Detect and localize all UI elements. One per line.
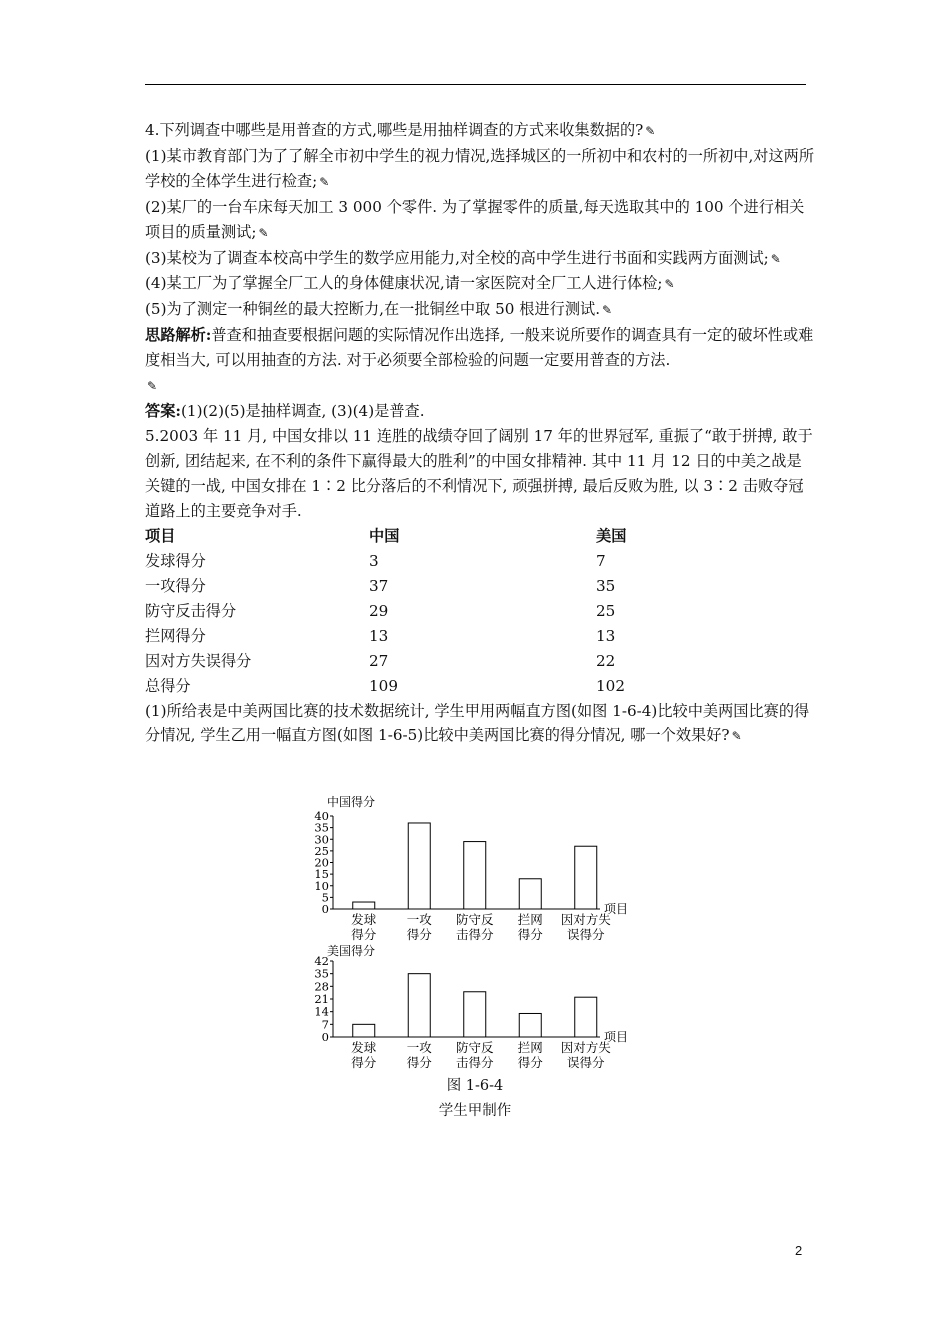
table-row — [145, 549, 696, 574]
bar — [519, 1013, 541, 1037]
table-cell: 发球得分 — [145, 551, 206, 570]
table-header-row — [145, 524, 696, 549]
table-cell: 37 — [369, 576, 389, 595]
category-label: 发球 — [351, 1040, 377, 1055]
pen-icon: ✎ — [602, 303, 613, 318]
category-label: 发球 — [351, 912, 377, 927]
x-axis-label: 项目 — [604, 1030, 629, 1044]
table-cell: 一攻得分 — [145, 576, 206, 595]
figure-caption: 学生甲制作 — [438, 1103, 512, 1119]
bar — [408, 823, 430, 909]
q4-item-3: (3)某校为了调查本校高中学生的数学应用能力,对全校的高中学生进行书面和实践两方面测试; ✎ — [145, 246, 815, 272]
y-tick-label: 30 — [314, 832, 329, 847]
y-tick-label: 0 — [321, 902, 329, 916]
category-label: 拦网 — [517, 912, 543, 927]
bar — [464, 992, 486, 1037]
category-label: 防守反 — [455, 912, 494, 927]
category-label: 得分 — [406, 927, 432, 942]
bar — [575, 997, 597, 1037]
table-row — [145, 649, 696, 674]
bar — [353, 902, 375, 909]
table-cell: 因对方失误得分 — [145, 651, 252, 670]
pen-icon: ✎ — [664, 277, 675, 292]
q5-sub1: (1)所给表是中美两国比赛的技术数据统计, 学生甲用两幅直方图(如图 1-6-4)比较中美两国比赛的得分情况, 学生乙用一幅直方图(如图 1-6-5)比较中美两国比赛的得分情况, 哪一个效果好? ✎ — [145, 699, 815, 750]
table-cell: 22 — [596, 651, 616, 670]
header-rule — [145, 84, 806, 85]
category-label: 得分 — [517, 1055, 543, 1070]
pen-icon: ✎ — [258, 225, 269, 240]
y-tick-label: 7 — [321, 1017, 329, 1032]
page-content — [145, 118, 815, 749]
y-tick-label: 0 — [321, 1030, 329, 1044]
q4-title: 4.下列调查中哪些是用普查的方式,哪些是用抽样调查的方式来收集数据的? ✎ — [145, 118, 815, 144]
y-tick-label: 5 — [321, 890, 329, 905]
table-header: 美国 — [596, 526, 627, 545]
q4-item-5: (5)为了测定一种铜丝的最大控断力,在一批铜丝中取 50 根进行测试. ✎ — [145, 297, 815, 323]
table-cell: 35 — [596, 576, 616, 595]
figure-number: 图 1-6-4 — [446, 1078, 504, 1094]
y-tick-label: 21 — [314, 992, 329, 1006]
analysis-label: 思路解析: — [145, 326, 212, 345]
y-tick-label: 25 — [314, 843, 329, 858]
table-cell: 3 — [369, 551, 379, 570]
category-label: 得分 — [406, 1055, 432, 1070]
category-label: 击得分 — [455, 927, 494, 942]
table-row — [145, 599, 696, 624]
bar — [408, 974, 430, 1037]
q4-item-4: (4)某工厂为了掌握全厂工人的身体健康状况,请一家医院对全厂工人进行体检; ✎ — [145, 271, 815, 297]
table-header: 中国 — [369, 526, 400, 545]
bar — [464, 842, 486, 909]
y-tick-label: 42 — [314, 954, 329, 968]
q5-intro: 5.2003 年 11 月, 中国女排以 11 连胜的战绩夺回了阔别 17 年的世界冠军, 重振了“敢于拼搏, 敢于创新, 团结起来, 在不利的条件下赢得最大的胜利”的中国女排精神. 其中 11 月 12 日的中美之战是关键的一战, 中国女排在 1∶2 比分落后的不利情况下, 顽强拼搏, 最后反败为胜, 以 3∶2 击败夺冠道路上的主要竞争对手. — [145, 426, 813, 520]
table-row — [145, 674, 696, 699]
table-cell: 25 — [596, 601, 616, 620]
table-cell: 拦网得分 — [145, 626, 206, 645]
table-cell: 总得分 — [145, 676, 191, 695]
table-cell: 102 — [596, 676, 625, 695]
y-tick-label: 10 — [314, 878, 329, 893]
y-tick-label: 14 — [314, 1004, 329, 1019]
category-label: 得分 — [351, 1055, 377, 1070]
y-tick-label: 40 — [314, 809, 329, 823]
category-label: 误得分 — [566, 1055, 605, 1070]
y-tick-label: 20 — [314, 855, 329, 870]
q4-analysis — [145, 323, 815, 399]
table-cell: 13 — [369, 626, 389, 645]
table-cell: 109 — [369, 676, 398, 695]
category-label: 拦网 — [517, 1040, 543, 1055]
q4-item-2: (2)某厂的一台车床每天加工 3 000 个零件. 为了掌握零件的质量,每天选取其中的 100 个进行相关项目的质量测试; ✎ — [145, 195, 815, 246]
pen-icon: ✎ — [147, 379, 158, 394]
table-row — [145, 624, 696, 649]
q4-item-1: (1)某市教育部门为了了解全市初中学生的视力情况,选择城区的一所初中和农村的一所初中,对这两所学校的全体学生进行检查; ✎ — [145, 144, 815, 195]
pen-icon: ✎ — [319, 174, 330, 189]
answer-label: 答案: — [145, 401, 181, 420]
x-axis-label: 项目 — [604, 902, 629, 916]
y-tick-label: 15 — [314, 867, 329, 882]
category-label: 因对方失 — [560, 912, 611, 927]
y-tick-label: 35 — [314, 966, 329, 981]
score-table — [145, 524, 696, 699]
category-label: 防守反 — [455, 1040, 494, 1055]
y-axis-label: 中国得分 — [327, 795, 376, 809]
answer-text: (1)(2)(5)是抽样调查, (3)(4)是普查. — [180, 401, 425, 420]
pen-icon: ✎ — [645, 124, 656, 138]
category-label: 误得分 — [566, 927, 605, 942]
figure-1-6-4 — [300, 790, 650, 1130]
y-tick-label: 28 — [314, 979, 329, 994]
y-tick-label: 35 — [314, 820, 329, 835]
pen-icon: ✎ — [770, 251, 781, 266]
table-cell: 防守反击得分 — [145, 601, 237, 620]
category-label: 一攻 — [406, 1040, 432, 1055]
y-axis-label: 美国得分 — [327, 944, 376, 958]
category-label: 一攻 — [406, 912, 432, 927]
table-cell: 27 — [369, 651, 389, 670]
q4-answer — [145, 399, 815, 424]
pen-icon: ✎ — [731, 729, 742, 744]
table-cell: 13 — [596, 626, 616, 645]
page-number: 2 — [795, 1243, 803, 1258]
table-header: 项目 — [145, 526, 176, 545]
category-label: 得分 — [517, 927, 543, 942]
bar — [575, 846, 597, 909]
category-label: 击得分 — [455, 1055, 494, 1070]
bar — [519, 879, 541, 909]
bar — [353, 1024, 375, 1037]
table-cell: 7 — [596, 551, 606, 570]
category-label: 因对方失 — [560, 1040, 611, 1055]
bar-charts — [300, 790, 650, 1075]
table-row — [145, 574, 696, 599]
category-label: 得分 — [351, 927, 377, 942]
table-cell: 29 — [369, 601, 389, 620]
analysis-text: 普查和抽查要根据问题的实际情况作出选择, 一般来说所要作的调查具有一定的破坏性或难度相当大, 可以用抽查的方法. 对于必须要全部检验的问题一定要用普查的方法. — [145, 326, 814, 370]
